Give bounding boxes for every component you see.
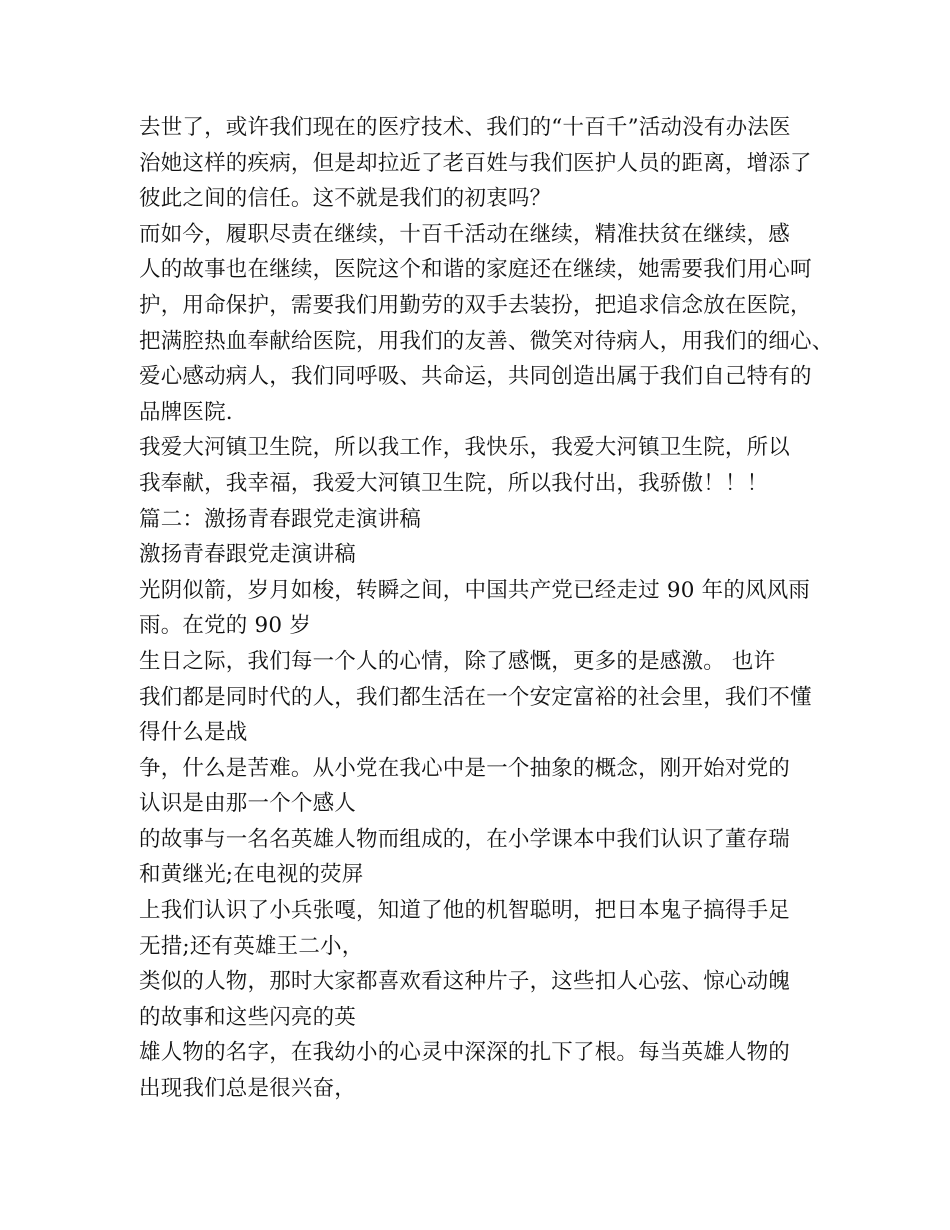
text-line: 而如今，履职尽责在继续，十百千活动在继续，精准扶贫在继续，感 xyxy=(139,221,791,247)
text-line: 雄人物的名字，在我幼小的心灵中深深的扎下了根。每当英雄人物的 xyxy=(139,1040,791,1066)
text-line: 和黄继光;在电视的荧屏 xyxy=(139,862,364,888)
text-line: 我爱大河镇卫生院，所以我工作，我快乐，我爱大河镇卫生院，所以 xyxy=(139,435,791,461)
text-line: 把满腔热血奉献给医院，用我们的友善、微笑对待病人，用我们的细心、 xyxy=(139,328,834,354)
text-line: 雨。在党的 90 岁 xyxy=(139,613,312,639)
text-line: 人的故事也在继续，医院这个和谐的家庭还在继续，她需要我们用心呵 xyxy=(139,257,812,283)
text-line: 治她这样的疾病，但是却拉近了老百姓与我们医护人员的距离，增添了 xyxy=(139,150,812,176)
text-line: 彼此之间的信任。这不就是我们的初衷吗？ xyxy=(139,186,552,212)
text-line: 品牌医院. xyxy=(139,399,233,425)
text-line: 争，什么是苦难。从小党在我心中是一个抽象的概念，刚开始对党的 xyxy=(139,755,791,781)
text-line: 生日之际，我们每一个人的心情，除了感慨，更多的是感激。 也许 xyxy=(139,648,776,674)
speech-title: 激扬青春跟党走演讲稿 xyxy=(139,542,357,568)
text-line: 类似的人物，那时大家都喜欢看这种片子，这些扣人心弦、惊心动魄 xyxy=(139,969,791,995)
text-line: 得什么是战 xyxy=(139,720,248,746)
text-line: 我奉献，我幸福，我爱大河镇卫生院，所以我付出，我骄傲！！！ xyxy=(139,470,769,496)
text-line: 出现我们总是很兴奋， xyxy=(139,1076,357,1102)
text-line: 我们都是同时代的人，我们都生活在一个安定富裕的社会里，我们不懂 xyxy=(139,684,812,710)
text-line: 无措;还有英雄王二小， xyxy=(139,933,364,959)
text-line: 爱心感动病人，我们同呼吸、共命运，共同创造出属于我们自己特有的 xyxy=(139,364,812,390)
text-line: 认识是由那一个个感人 xyxy=(139,791,357,817)
document-text-body xyxy=(139,110,839,1107)
text-line: 护，用命保护，需要我们用勤劳的双手去装扮，把追求信念放在医院， xyxy=(139,292,812,318)
text-line: 去世了，或许我们现在的医疗技术、我们的“十百千”活动没有办法医 xyxy=(139,115,791,140)
text-line: 上我们认识了小兵张嘎，知道了他的机智聪明，把日本鬼子搞得手足 xyxy=(139,898,791,924)
text-line: 的故事和这些闪亮的英 xyxy=(139,1004,357,1030)
text-line: 的故事与一名名英雄人物而组成的，在小学课本中我们认识了董存瑞 xyxy=(139,826,791,852)
text-line: 光阴似箭，岁月如梭，转瞬之间，中国共产党已经走过 90 年的风风雨 xyxy=(139,577,811,603)
section-heading: 篇二：激扬青春跟党走演讲稿 xyxy=(139,506,422,532)
